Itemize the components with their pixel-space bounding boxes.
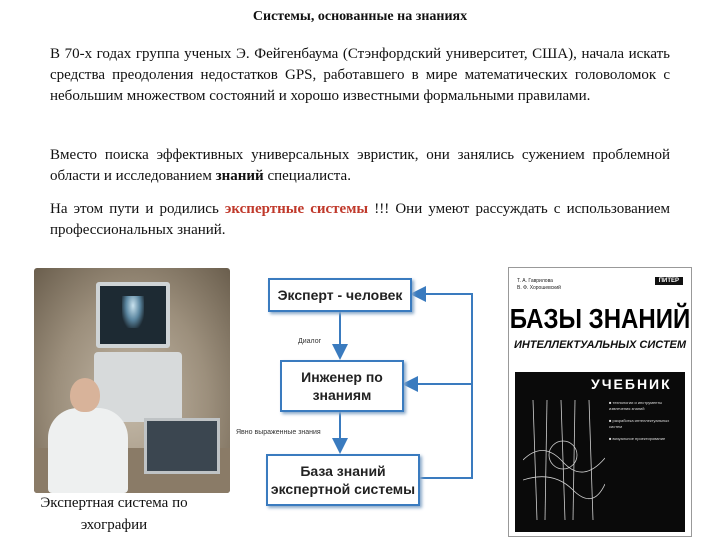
book-authors: Т. А. Гаврилова В. Ф. Хорошевский	[517, 278, 561, 291]
page-title: Системы, основанные на знаниях	[252, 9, 468, 24]
arrow-kb-to-expert	[414, 294, 472, 478]
book-feature-item: ■ разработка интеллектуальных систем	[609, 418, 681, 430]
box-knowledge-engineer: Инженер по знаниям	[280, 360, 404, 412]
photo-echo-image	[122, 296, 144, 328]
book-badge: УЧЕБНИК	[591, 376, 672, 392]
book-title: БАЗЫ ЗНАНИЙ	[509, 303, 691, 335]
book-cover-illustration	[523, 400, 605, 520]
book-feature-item: ■ визуальное проектирование	[609, 436, 681, 442]
paragraph-approach-text-1: Вместо поиска эффективных универсальных эвристик, они занялись сужением проблемной области и исследованием	[50, 147, 670, 184]
paragraph-expert-systems	[50, 199, 670, 241]
paragraph-approach-text-2: специалиста.	[263, 168, 351, 184]
paragraph-approach	[50, 145, 670, 187]
book-cover	[508, 267, 692, 537]
paragraph-intro: В 70-х годах группа ученых Э. Фейгенбаума (Стэнфордский университет, США), начала искать средства преодоления недостатков GPS, работавшего в мире математических головоломок с небольшим множеством состояний и хорошо известными формальными правилами.	[50, 46, 670, 104]
photo-second-screen	[144, 418, 220, 474]
book-feature-list	[609, 400, 681, 448]
box-knowledge-base: База знаний экспертной системы	[266, 454, 420, 506]
paragraph-expert-text-1: На этом пути и родились	[50, 201, 225, 217]
photo-doctor-head	[70, 378, 100, 412]
echography-photo	[34, 268, 230, 493]
label-explicit-knowledge: Явно выраженные знания	[236, 429, 321, 436]
book-publisher-logo: ПИТЕР	[655, 277, 683, 285]
photo-ultrasound-monitor	[96, 282, 170, 348]
book-subtitle: ИНТЕЛЛЕКТУАЛЬНЫХ СИСТЕМ	[513, 339, 687, 351]
photo-caption: Экспертная система по эхографии	[40, 495, 188, 533]
paragraph-expert-text-2: !!! Они умеют рассуждать с использованием профессиональных знаний.	[50, 201, 670, 238]
book-feature-item: ■ технологии и инструменты извлечения знаний	[609, 400, 681, 412]
photo-doctor-coat	[48, 408, 128, 493]
label-dialog: Диалог	[298, 338, 322, 345]
keyword-expert-systems: экспертные системы	[224, 201, 369, 217]
keyword-knowledge: знаний	[215, 168, 264, 184]
box-expert-human: Эксперт - человек	[268, 278, 412, 312]
knowledge-flow-diagram	[236, 264, 502, 540]
